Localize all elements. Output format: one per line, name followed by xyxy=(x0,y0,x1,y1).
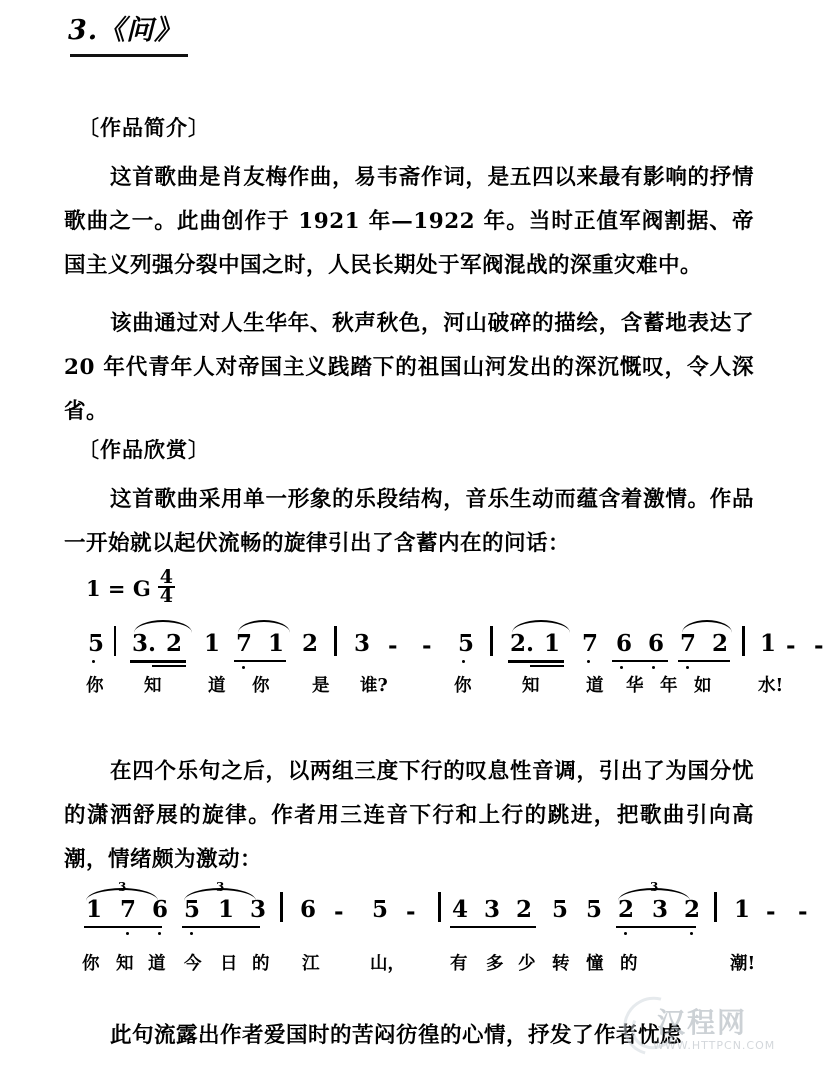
barline xyxy=(114,626,116,656)
notation-staff-2 xyxy=(86,880,808,932)
note-extension-dash: - xyxy=(766,898,776,925)
note: 2 xyxy=(166,630,183,657)
lyrics-line-1 xyxy=(86,670,786,704)
octave-dot-low xyxy=(690,932,693,935)
octave-dot-low xyxy=(242,666,245,669)
note: 3 xyxy=(484,896,501,923)
lyric-syllable: 是 xyxy=(312,676,330,696)
note: 2. xyxy=(510,630,535,657)
note: 5 xyxy=(88,630,105,657)
lyric-syllable: 今 xyxy=(184,954,202,974)
beam-line xyxy=(612,660,668,662)
note: 3 xyxy=(652,896,669,923)
beam-line xyxy=(616,926,696,928)
note: 6 xyxy=(152,896,169,923)
note: 3. xyxy=(132,630,157,657)
note: 5 xyxy=(552,896,569,923)
note: 1 xyxy=(760,630,777,657)
octave-dot-low xyxy=(652,666,655,669)
note: 2 xyxy=(618,896,635,923)
lyric-syllable: 日 xyxy=(220,954,238,974)
note: 3 xyxy=(354,630,371,657)
triplet-number: 3 xyxy=(216,880,225,894)
note-extension-dash: - xyxy=(798,898,808,925)
watermark-url: WWW.HTTPCN.COM xyxy=(653,1039,776,1052)
note: 1 xyxy=(734,896,751,923)
title-underline xyxy=(70,54,188,57)
note: 1 xyxy=(268,630,285,657)
beam-line xyxy=(678,660,730,662)
note: 2 xyxy=(516,896,533,923)
lyric-syllable: 山， xyxy=(370,954,405,974)
note: 6 xyxy=(300,896,317,923)
barline xyxy=(280,892,283,922)
time-signature xyxy=(158,565,175,607)
note-extension-dash: - xyxy=(422,632,432,659)
note: 5 xyxy=(372,896,389,923)
section-heading-intro: 〔作品简介〕 xyxy=(78,115,210,140)
octave-dot-low xyxy=(92,660,95,663)
beam-line xyxy=(130,660,186,663)
music-example-1 xyxy=(86,565,824,704)
time-signature-denominator: 4 xyxy=(159,585,173,607)
lyric-syllable: 你 xyxy=(454,676,472,696)
note: 6 xyxy=(648,630,665,657)
lyric-syllable: 你 xyxy=(252,676,270,696)
note: 2 xyxy=(712,630,729,657)
notation-staff-1 xyxy=(86,620,824,666)
beam-line xyxy=(530,665,564,667)
beam-line xyxy=(450,926,536,928)
paragraph-appreciation-2: 在四个乐句之后，以两组三度下行的叹息性音调，引出了为国分忧的潇洒舒展的旋律。作者用三连音下行和上行的跳进，把歌曲引向高潮，情绪颇为激动： xyxy=(64,759,754,872)
lyric-syllable: 道 xyxy=(208,676,226,696)
beam-line xyxy=(234,660,286,662)
note: 1 xyxy=(218,896,235,923)
note: 7 xyxy=(680,630,697,657)
lyric-syllable: 华 xyxy=(626,676,644,696)
lyric-syllable: 你 xyxy=(86,676,104,696)
octave-dot-low xyxy=(686,666,689,669)
lyric-syllable: 有 xyxy=(450,954,468,974)
barline xyxy=(490,626,493,656)
lyric-syllable: 道 xyxy=(586,676,604,696)
beam-line xyxy=(152,665,186,667)
music-example-2 xyxy=(82,880,808,982)
page-title: 3.《问》 xyxy=(68,15,183,46)
triplet-number: 3 xyxy=(118,880,127,894)
beam-line xyxy=(84,926,162,928)
lyric-syllable: 你 xyxy=(82,954,100,974)
note-extension-dash: - xyxy=(814,632,824,659)
paragraph-intro-1: 这首歌曲是肖友梅作曲，易韦斋作词，是五四以来最有影响的抒情歌曲之一。此曲创作于 1921 年—1922 年。当时正值军阀割据、帝国主义列强分裂中国之时，人民长期处于军阀混战的深重灾难中。 xyxy=(64,165,754,278)
paragraph-appreciation-3: 此句流露出作者爱国时的苦闷彷徨的心情，抒发了作者忧虑 xyxy=(110,1023,683,1048)
lyric-syllable: 的 xyxy=(620,954,638,974)
key-signature: 1 = G xyxy=(86,575,151,601)
lyric-syllable: 知 xyxy=(522,676,540,696)
note: 4 xyxy=(452,896,469,923)
note-extension-dash: - xyxy=(786,632,796,659)
lyric-syllable: 潮! xyxy=(730,954,756,974)
paragraph-appreciation-1: 这首歌曲采用单一形象的乐段结构，音乐生动而蕴含着激情。作品一开始就以起伏流畅的旋律引出了含蓄内在的问话： xyxy=(64,487,754,556)
lyric-syllable: 的 xyxy=(252,954,270,974)
octave-dot-low xyxy=(624,932,627,935)
lyric-syllable: 水! xyxy=(758,676,784,696)
note: 5 xyxy=(184,896,201,923)
barline xyxy=(742,626,745,656)
triplet-number: 3 xyxy=(650,880,659,894)
lyric-syllable: 道 xyxy=(148,954,166,974)
note: 2 xyxy=(684,896,701,923)
note: 1 xyxy=(86,896,103,923)
note-extension-dash: - xyxy=(406,898,416,925)
note-extension-dash: - xyxy=(388,632,398,659)
paragraph-intro-2: 该曲通过对人生华年、秋声秋色，河山破碎的描绘，含蓄地表达了 20 年代青年人对帝国主义践踏下的祖国山河发出的深沉慨叹，令人深省。 xyxy=(64,311,754,424)
beam-line xyxy=(508,660,564,663)
time-signature-numerator: 4 xyxy=(159,565,173,588)
octave-dot-low xyxy=(620,666,623,669)
note: 7 xyxy=(236,630,253,657)
note: 2 xyxy=(302,630,319,657)
lyric-syllable: 江 xyxy=(302,954,320,974)
note: 3 xyxy=(250,896,267,923)
note: 6 xyxy=(616,630,633,657)
octave-dot-low xyxy=(462,660,465,663)
barline xyxy=(334,626,337,656)
beam-line xyxy=(182,926,260,928)
lyric-syllable: 多 xyxy=(486,954,504,974)
note: 5 xyxy=(458,630,475,657)
lyric-syllable: 如 xyxy=(694,676,712,696)
lyric-syllable: 知 xyxy=(144,676,162,696)
note: 7 xyxy=(120,896,137,923)
lyric-syllable: 谁? xyxy=(360,676,388,696)
watermark-site-name: 汉程网 xyxy=(657,1006,748,1039)
lyric-syllable: 憧 xyxy=(586,954,604,974)
octave-dot-low xyxy=(587,660,590,663)
title-block xyxy=(68,14,188,57)
lyric-syllable: 少 xyxy=(518,954,536,974)
lyric-syllable: 知 xyxy=(116,954,134,974)
lyrics-line-2 xyxy=(82,948,786,982)
octave-dot-low xyxy=(126,932,129,935)
note: 1 xyxy=(204,630,221,657)
octave-dot-low xyxy=(158,932,161,935)
note: 7 xyxy=(582,630,599,657)
lyric-syllable: 转 xyxy=(552,954,570,974)
barline xyxy=(438,892,441,922)
note: 1 xyxy=(544,630,561,657)
note: 5 xyxy=(586,896,603,923)
barline xyxy=(714,892,717,922)
note-extension-dash: - xyxy=(334,898,344,925)
key-time-signature-line xyxy=(86,566,726,610)
lyric-syllable: 年 xyxy=(660,676,678,696)
section-heading-appreciation: 〔作品欣赏〕 xyxy=(78,437,210,462)
octave-dot-low xyxy=(190,932,193,935)
